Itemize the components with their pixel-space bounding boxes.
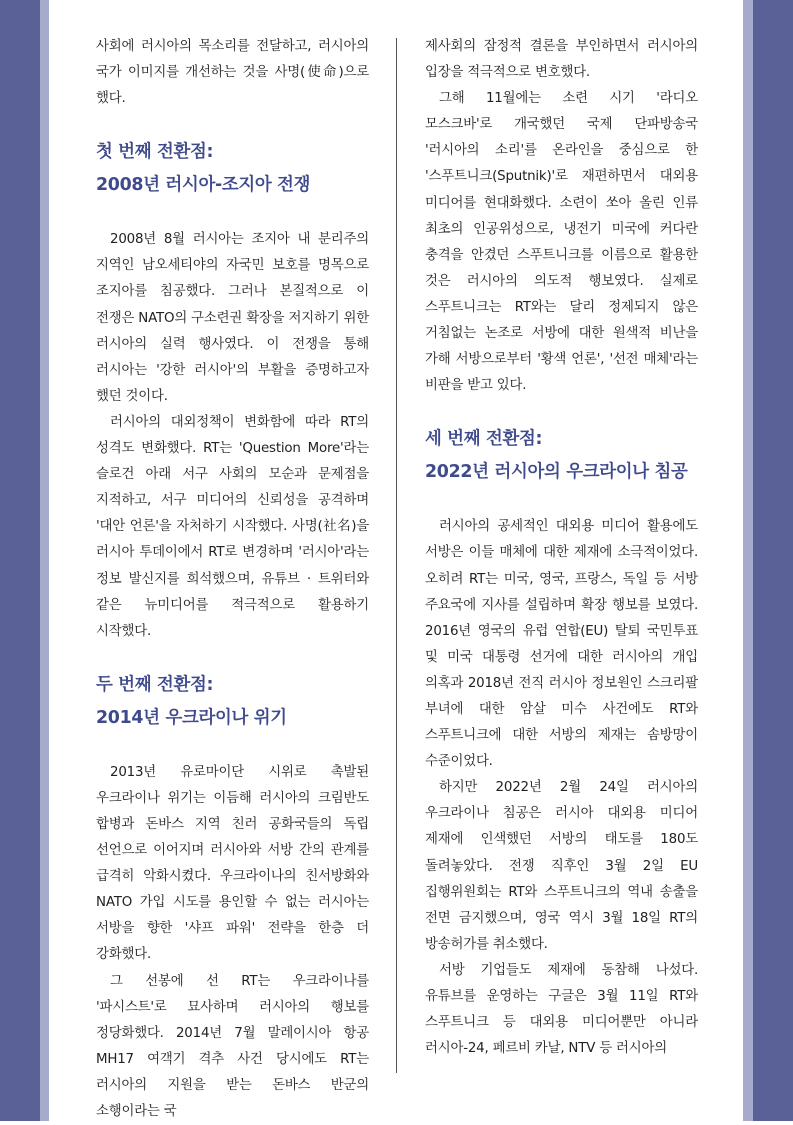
body-paragraph: 러시아의 대외정책이 변화함에 따라 RT의 성격도 변화했다. RT는 'Question More'라는 슬로건 아래 서구 사회의 모순과 문제점을 지적하고, 서구 미디어의 신뢰성을 공격하며 '대안 언론'을 자처하기 시작했다. 사명(社名)을 러시아 투데이에서 RT로 변경하며 '러시아'라는 정보 발신지를 희석했으며, 유튜브 · 트위터와 같은 뉴미디어를 적극적으로 활용하기 시작했다. bbox=[96, 414, 369, 639]
body-paragraph: 그 선봉에 선 RT는 우크라이나를 '파시스트'로 묘사하며 러시아의 행보를 정당화했다. 2014년 7월 말레이시아 항공 MH17 여객기 격추 사건 당시에도 RT는 러시아의 지원을 받는 돈바스 반군의 소행이라는 국 bbox=[96, 973, 369, 1119]
column-divider bbox=[396, 38, 397, 1073]
left-column bbox=[96, 34, 369, 1125]
right-decorative-band bbox=[753, 0, 793, 1121]
body-paragraph: 2013년 유로마이단 시위로 촉발된 우크라이나 위기는 이듬해 러시아의 크림반도 합병과 돈바스 지역 친러 공화국들의 독립 선언으로 이어지며 러시아와 서방 간의 관계를 급격히 악화시켰다. 우크라이나의 친서방화와 NATO 가입 시도를 용인할 수 없는 러시아는 서방을 향한 '샤프 파워' 전략을 한층 더 강화했다. bbox=[96, 764, 369, 963]
heading-line: 두 번째 전환점: bbox=[96, 674, 214, 695]
left-decorative-band bbox=[0, 0, 40, 1121]
body-paragraph: 하지만 2022년 2월 24일 러시아의 우크라이나 침공은 러시아 대외용 미디어 제재에 인색했던 서방의 태도를 180도 돌려놓았다. 전쟁 직후인 3월 2일 EU 집행위원회는 RT와 스푸트니크의 역내 송출을 전면 금지했으며, 영국 역시 3월 18일 RT의 방송허가를 취소했다. bbox=[425, 780, 698, 952]
section-heading-third-turning-point bbox=[425, 423, 698, 489]
heading-line: 첫 번째 전환점: bbox=[96, 142, 214, 163]
body-paragraph: 2008년 8월 러시아는 조지아 내 분리주의 지역인 남오세티야의 자국민 보호를 명목으로 조지아를 침공했다. 그러나 본질적으로 이 전쟁은 NATO의 구소련권 확장을 저지하기 위한 러시아의 실력 행사였다. 이 전쟁을 통해 러시아는 '강한 러시아'의 부활을 증명하고자 했던 것이다. bbox=[96, 232, 369, 404]
continuation-paragraph: 제사회의 잠정적 결론을 부인하면서 러시아의 입장을 적극적으로 변호했다. bbox=[425, 39, 698, 81]
section-heading-first-turning-point bbox=[96, 136, 369, 202]
body-paragraph: 그해 11월에는 소련 시기 '라디오 모스크바'로 개국했던 국제 단파방송국 '러시아의 소리'를 온라인을 중심으로 한 '스푸트니크(Sputnik)'로 재편하면서 대외용 미디어를 현대화했다. 소련이 쏘아 올린 인류 최초의 인공위성으로, 냉전기 미국에 커다란 충격을 안겼던 스푸트니크를 이름으로 활용한 것은 러시아의 의도적 행보였다. 실제로 스푸트니크는 RT와는 달리 정제되지 않은 거침없는 논조로 서방에 대한 원색적 비난을 가해 서방으로부터 '황색 언론', '선전 매체'라는 비판을 받고 있다. bbox=[425, 91, 698, 394]
body-paragraph: 러시아의 공세적인 대외용 미디어 활용에도 서방은 이들 매체에 대한 제재에 소극적이었다. 오히려 RT는 미국, 영국, 프랑스, 독일 등 서방 주요국에 지사를 설립하며 확장 행보를 보였다. 2016년 영국의 유럽 연합(EU) 탈퇴 국민투표 및 미국 대통령 선거에 대한 러시아의 개입 의혹과 2018년 전직 러시아 정보원인 스크리팔 부녀에 대한 암살 미수 사건에도 RT와 스푸트니크에 대한 서방의 제재는 솜방망이 수준이었다. bbox=[425, 519, 698, 770]
intro-paragraph: 사회에 러시아의 목소리를 전달하고, 러시아의 국가 이미지를 개선하는 것을 사명(使命)으로 했다. bbox=[96, 39, 369, 107]
section-heading-second-turning-point bbox=[96, 669, 369, 735]
body-paragraph: 서방 기업들도 제재에 동참해 나섰다. 유튜브를 운영하는 구글은 3월 11일 RT와 스푸트니크 등 대외용 미디어뿐만 아니라 러시아-24, 페르비 카날, NTV 등 러시아의 bbox=[425, 962, 698, 1057]
heading-line: 2014년 우크라이나 위기 bbox=[96, 707, 287, 728]
heading-line: 세 번째 전환점: bbox=[425, 429, 543, 450]
heading-line: 2008년 러시아-조지아 전쟁 bbox=[96, 175, 311, 196]
left-decorative-stripe bbox=[40, 0, 49, 1121]
right-column bbox=[425, 34, 698, 1062]
right-decorative-stripe bbox=[743, 0, 753, 1121]
heading-line: 2022년 러시아의 우크라이나 침공 bbox=[425, 462, 688, 483]
